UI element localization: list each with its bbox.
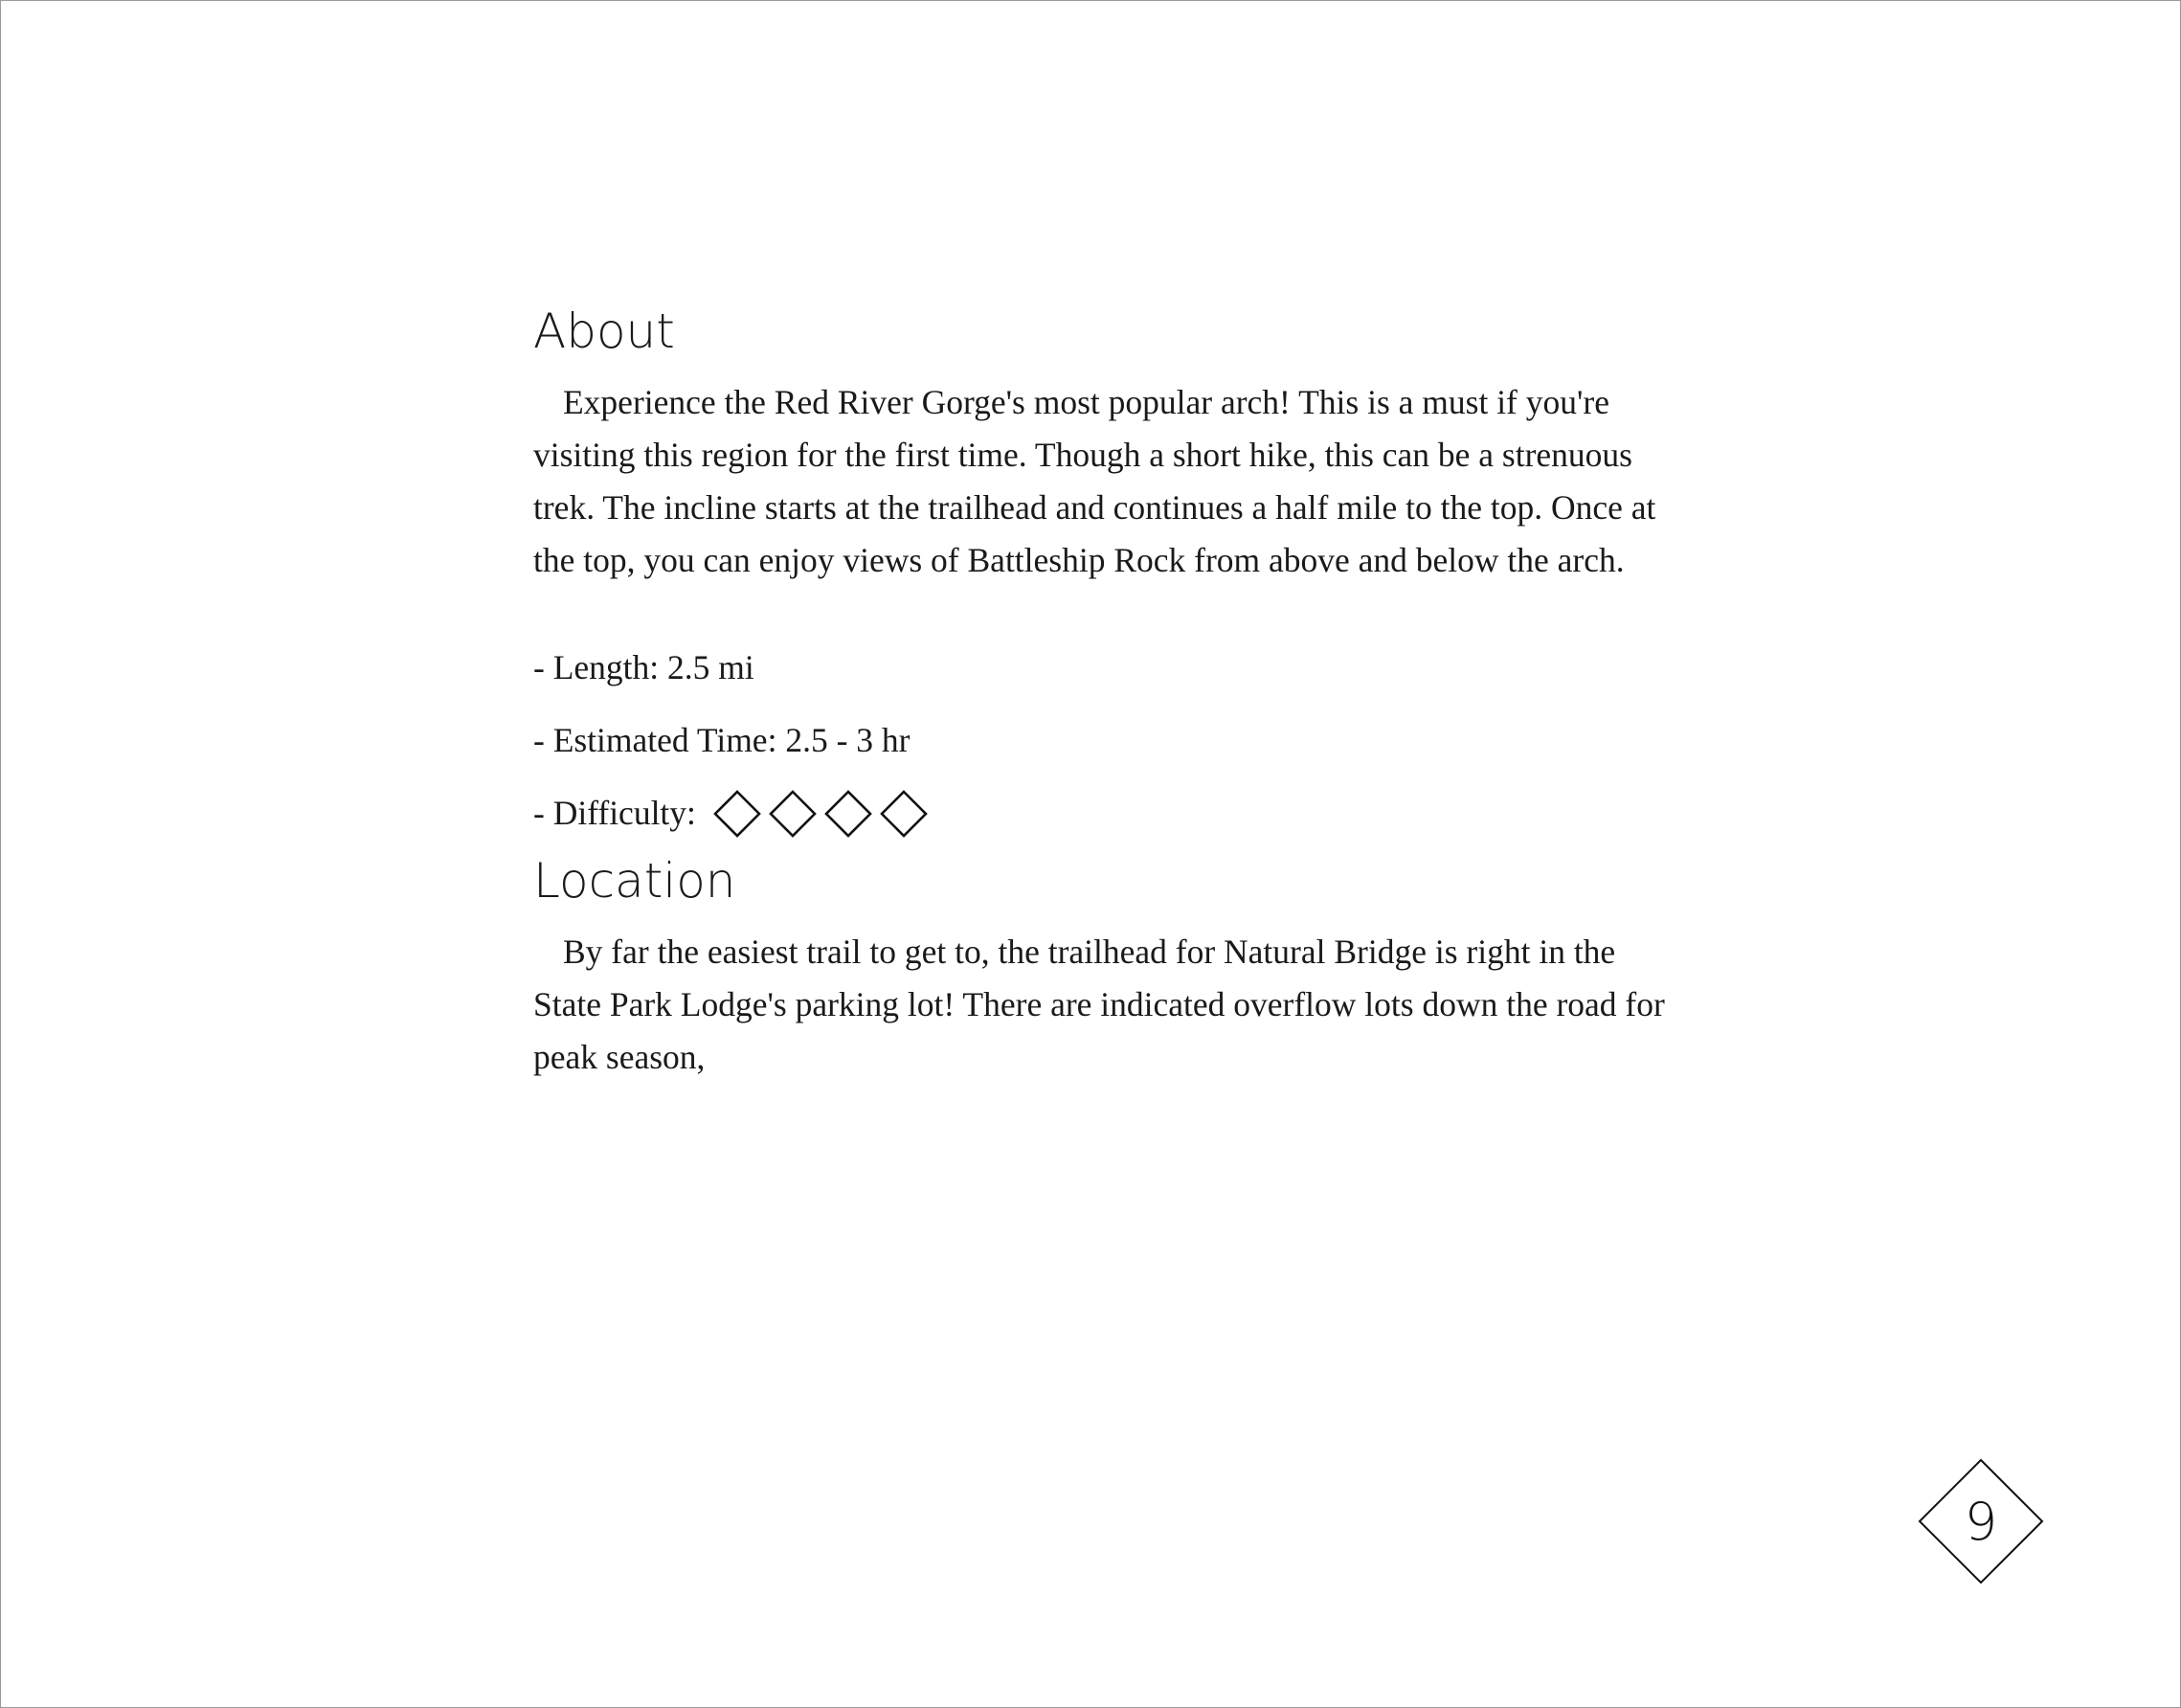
length-label: - Length: (533, 648, 667, 686)
page-number: 9 (1964, 1491, 1998, 1552)
difficulty-rating (712, 789, 929, 839)
diamond-icon (768, 789, 818, 839)
time-row (533, 714, 1673, 767)
page-content (533, 288, 1673, 1084)
length-value: 2.5 mi (667, 648, 754, 686)
about-heading: About (533, 303, 675, 359)
diamond-icon (879, 789, 929, 839)
length-row (533, 641, 1673, 694)
difficulty-row (533, 787, 1673, 840)
diamond-icon (823, 789, 873, 839)
trail-stats (533, 641, 1673, 840)
difficulty-label: - Difficulty: (533, 794, 705, 832)
location-paragraph: By far the easiest trail to get to, the trailhead for Natural Bridge is right in the State Park Lodge's parking lot! There are indicated overflow lots down the road for peak season, (533, 933, 1665, 1076)
time-label: - Estimated Time: (533, 721, 786, 759)
about-paragraph: Experience the Red River Gorge's most popular arch! This is a must if you're visiting this region for the first time. Though a short hike, this can be a strenuous trek. The incline starts at the trailhead and continues a half mile to the top. Once at the top, you can enjoy views of Battleship Rock from above and below the arch. (533, 383, 1656, 579)
location-heading: Location (533, 853, 736, 909)
diamond-icon (712, 789, 762, 839)
page-number-badge (1918, 1458, 2044, 1584)
time-value: 2.5 - 3 hr (785, 721, 911, 759)
